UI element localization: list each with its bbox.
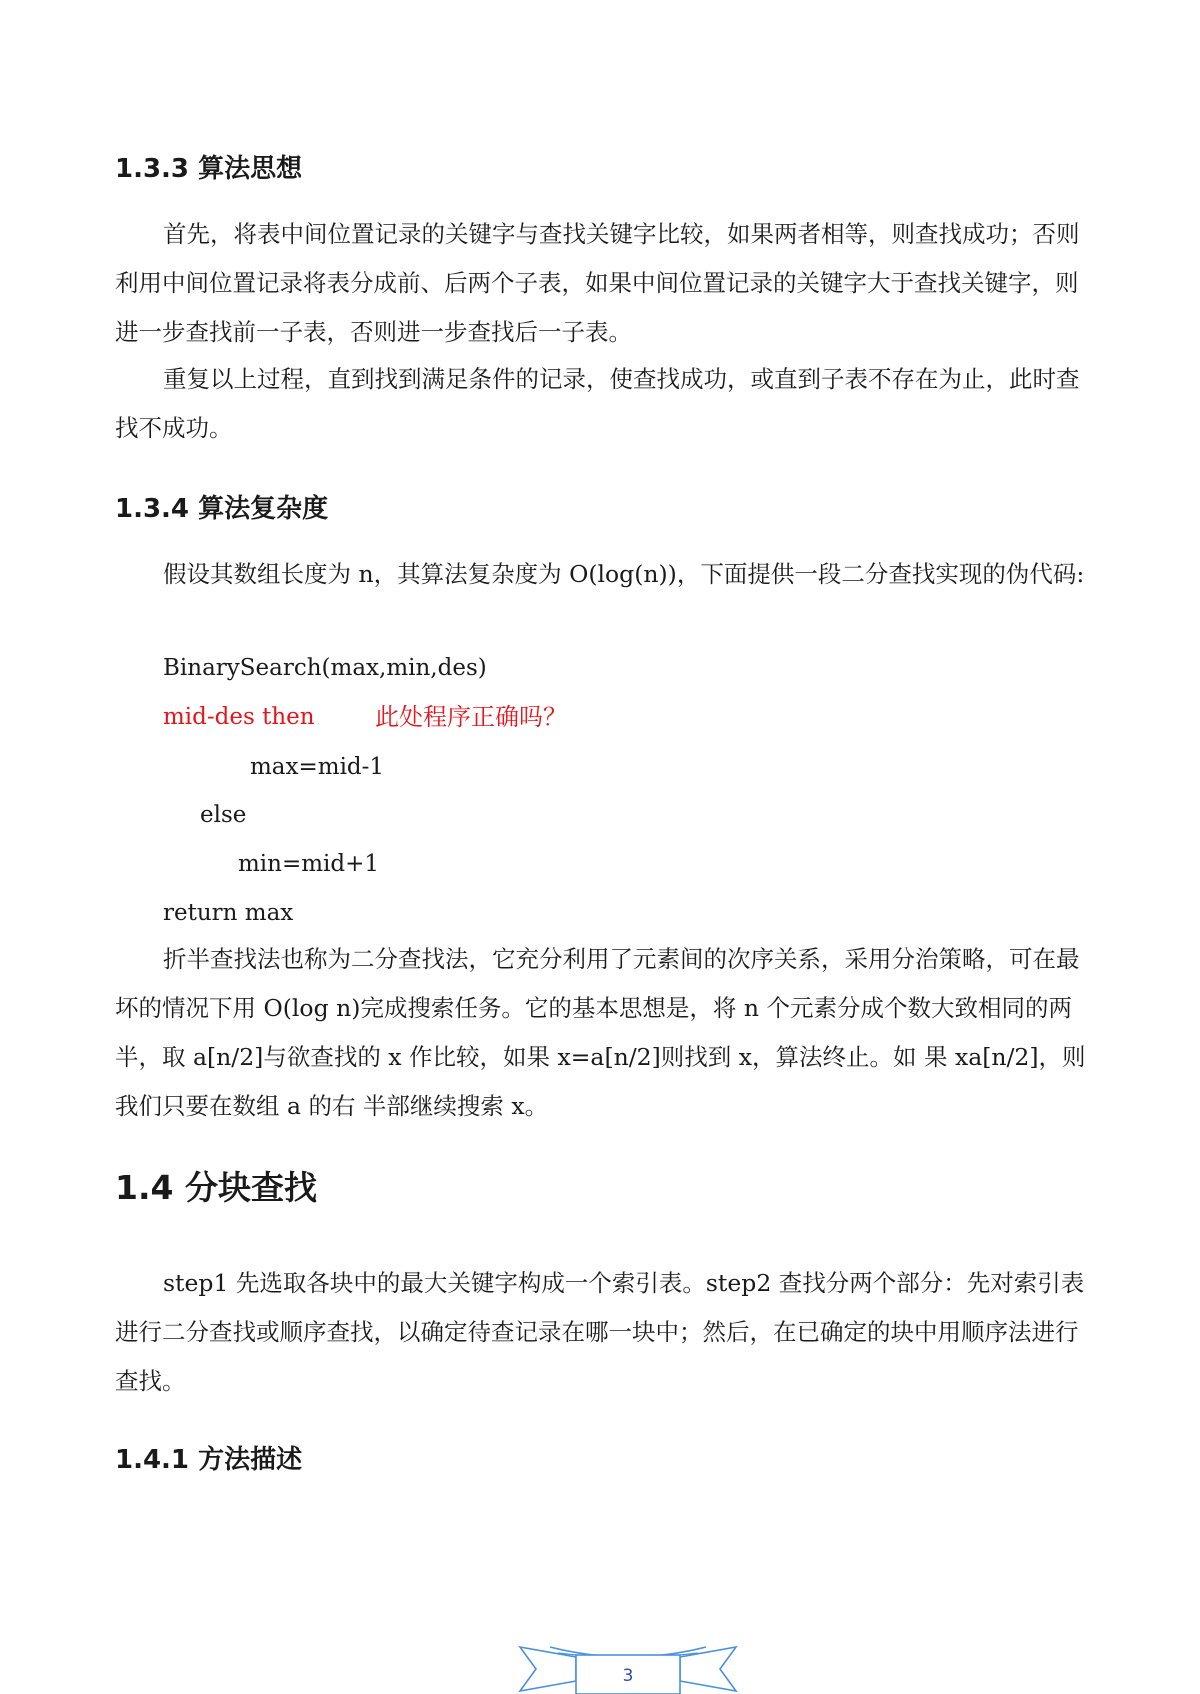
code-line-max-assign: max=mid-1 [250, 754, 385, 780]
section-heading-1-3-3: 1.3.3 算法思想 [115, 154, 303, 184]
code-line-return: return max [163, 900, 294, 926]
paragraph-block-search: step1 先选取各块中的最大关键字构成一个索引表。step2 查找分两个部分：先对索引表进行二分查找或顺序查找，以确定待查记录在哪一块中；然后，在已确定的块中用顺序法进行查找。 [115, 1269, 1085, 1395]
code-line-function-signature: BinarySearch(max,min,des) [163, 655, 487, 681]
code-line-min-assign: min=mid+1 [238, 851, 380, 877]
paragraph-algorithm-idea-1: 首先，将表中间位置记录的关键字与查找关键字比较，如果两者相等，则查找成功；否则利用中间位置记录将表分成前、后两个子表，如果中间位置记录的关键字大于查找关键字，则进一步查找前一子表，否则进一步查找后一子表。 [115, 220, 1080, 346]
section-heading-1-4: 1.4 分块查找 [115, 1168, 317, 1207]
code-annotation-question: 此处程序正确吗？ [375, 703, 567, 731]
paragraph-algorithm-idea-2: 重复以上过程，直到找到满足条件的记录，使查找成功，或直到子表不存在为止，此时查找不成功。 [115, 365, 1080, 442]
section-heading-1-3-4: 1.3.4 算法复杂度 [115, 494, 329, 524]
paragraph-complexity-intro: 假设其数组长度为 n，其算法复杂度为 O(log(n))，下面提供一段二分查找实现的伪代码: [163, 560, 1085, 588]
code-line-else: else [200, 802, 247, 828]
code-line-condition: mid-des then [163, 704, 315, 730]
section-heading-1-4-1: 1.4.1 方法描述 [115, 1445, 303, 1475]
paragraph-binary-search-explanation: 折半查找法也称为二分查找法，它充分利用了元素间的次序关系，采用分治策略，可在最坏的情况下用 O(log n)完成搜索任务。它的基本思想是，将 n 个元素分成个数大致相同的两半，取 a[n/2]与欲查找的 x 作比较，如果 x=a[n/2]则找到 x，算法终止。如 果 xa[n/2]，则我们只要在数组 a 的右 半部继续搜索 x。 [115, 945, 1086, 1120]
page-number: 3 [622, 1666, 634, 1686]
